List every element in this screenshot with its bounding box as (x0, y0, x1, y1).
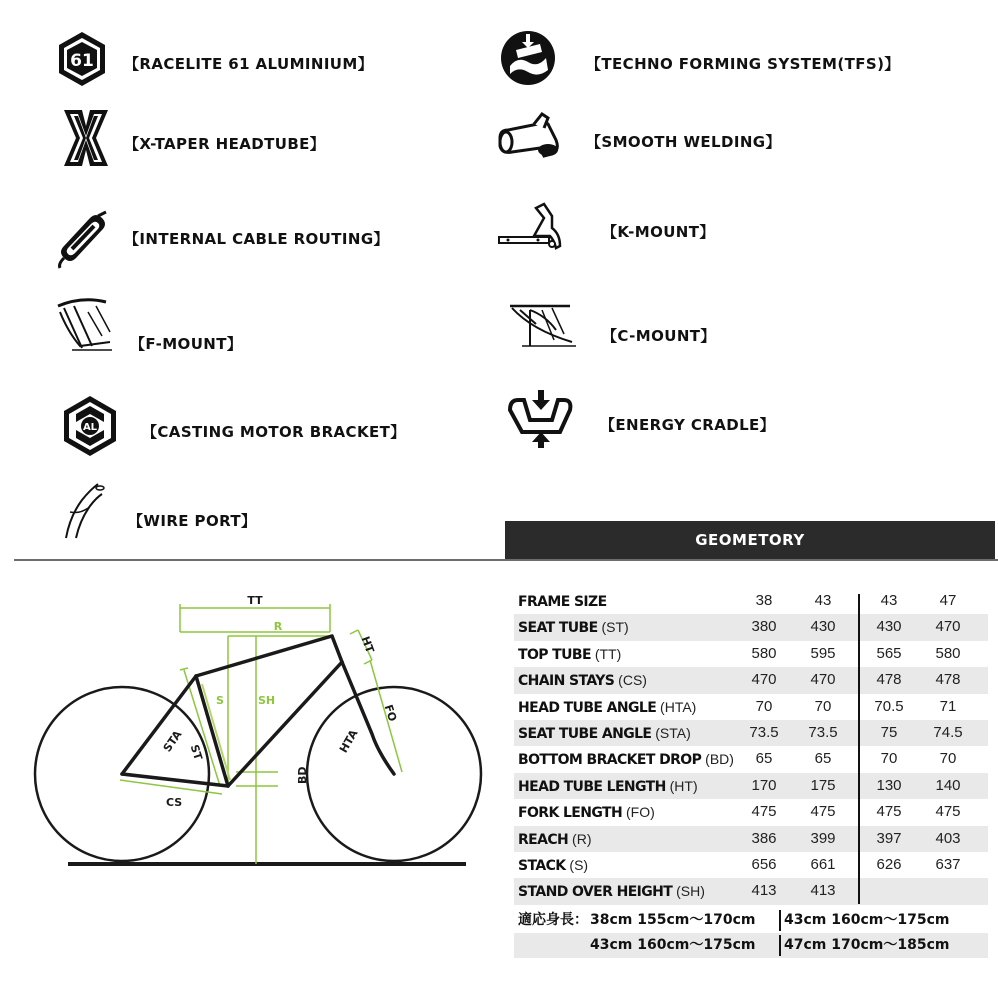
row-value: 580 (751, 644, 777, 662)
smooth-welding-icon (494, 108, 558, 172)
row-value: 380 (751, 618, 777, 636)
row-value: 478 (876, 671, 902, 689)
row-value: 140 (935, 776, 961, 794)
feature-label: 【WIRE PORT】 (128, 512, 257, 530)
row-abbr: (HTA) (656, 698, 697, 715)
row-value: 565 (876, 644, 902, 662)
label-fo: FO (381, 703, 400, 724)
row-value: 43 (880, 592, 898, 609)
label-st: ST (187, 743, 205, 762)
row-value: 475 (876, 803, 902, 821)
row-name: HEAD TUBE LENGTH (518, 778, 666, 795)
column-separator (858, 594, 860, 904)
row-value: 397 (876, 829, 902, 847)
row-value: 478 (935, 671, 961, 689)
label-s: S (216, 694, 224, 707)
techno-forming-icon (496, 26, 560, 90)
row-value: 70 (814, 697, 832, 715)
row-value: 73.5 (749, 723, 779, 741)
geometry-row (514, 667, 988, 693)
label-sh: SH (258, 694, 276, 707)
row-value: 475 (935, 803, 961, 821)
geometry-row (514, 694, 988, 720)
row-abbr: (S) (565, 856, 589, 873)
row-abbr: (TT) (590, 645, 622, 662)
row-value: 595 (810, 644, 836, 662)
row-value: 470 (810, 671, 836, 689)
row-value: 475 (810, 803, 836, 821)
feature-label: 【TECHNO FORMING SYSTEM(TFS)】 (586, 55, 900, 73)
row-label (518, 614, 629, 641)
row-value: 73.5 (808, 723, 838, 741)
label-hta: HTA (337, 727, 361, 756)
row-value: 403 (935, 829, 961, 847)
feature-label: 【INTERNAL CABLE ROUTING】 (124, 230, 389, 248)
row-name: FRAME SIZE (518, 594, 607, 610)
bike-geometry-diagram (20, 580, 500, 880)
fit-prefix: 適応身長： (518, 912, 588, 928)
row-value: 626 (876, 855, 902, 873)
row-value: 70 (939, 750, 957, 768)
row-abbr: (CS) (614, 672, 647, 689)
row-value: 175 (810, 776, 836, 794)
energy-cradle-icon (504, 386, 578, 450)
geometry-row (514, 614, 988, 640)
feature-label: 【CASTING MOTOR BRACKET】 (142, 423, 406, 441)
label-sta: STA (160, 728, 185, 755)
geometry-row (514, 878, 988, 904)
row-name: BOTTOM BRACKET DROP (518, 752, 702, 769)
row-label (518, 878, 705, 905)
row-name: STACK (518, 857, 566, 874)
row-value: 38 (755, 592, 773, 609)
feature-label: 【ENERGY CRADLE】 (600, 416, 776, 434)
row-value: 386 (751, 829, 777, 847)
row-abbr: (HT) (665, 777, 698, 794)
row-value: 656 (751, 855, 777, 873)
geometry-row (514, 852, 988, 878)
row-label (518, 641, 621, 668)
fit-38: 38cm 155cm〜170cm (590, 912, 756, 928)
row-value: 430 (810, 618, 836, 636)
row-value: 74.5 (933, 723, 963, 741)
row-name: CHAIN STAYS (518, 673, 615, 690)
row-label (518, 826, 592, 853)
k-mount-icon (494, 200, 572, 264)
badge-text: AL (82, 422, 98, 433)
row-value: 470 (751, 671, 777, 689)
geometry-row (514, 773, 988, 799)
internal-cable-routing-icon (50, 206, 114, 270)
row-value: 71 (939, 697, 957, 715)
row-value: 399 (810, 829, 836, 847)
row-value: 47 (939, 592, 957, 609)
row-name: FORK LENGTH (518, 805, 623, 822)
row-value: 70 (755, 697, 773, 715)
row-value: 430 (876, 618, 902, 636)
badge-text: 61 (70, 51, 94, 71)
label-r: R (273, 620, 283, 633)
label-tt: TT (247, 594, 263, 607)
row-value: 43 (814, 592, 832, 609)
geometry-title-bar: GEOMETORY (505, 521, 995, 559)
row-value: 70.5 (874, 697, 904, 715)
row-abbr: (R) (568, 830, 592, 847)
fit-47: 47cm 170cm〜185cm (784, 937, 950, 953)
feature-label: 【RACELITE 61 ALUMINIUM】 (124, 55, 374, 73)
row-value: 470 (935, 618, 961, 636)
row-label (518, 694, 696, 721)
row-abbr: (STA) (651, 724, 691, 741)
geometry-row (514, 826, 988, 852)
c-mount-icon (502, 290, 582, 354)
geometry-row (514, 720, 988, 746)
aluminium-61-badge-icon (50, 28, 114, 92)
row-abbr: (FO) (622, 804, 655, 821)
row-label (518, 852, 588, 879)
wire-port-icon (60, 480, 108, 544)
section-divider (14, 559, 998, 561)
geometry-row (514, 746, 988, 772)
fit-43-left: 43cm 160cm〜175cm (590, 937, 756, 953)
feature-label: 【SMOOTH WELDING】 (586, 133, 781, 151)
row-value: 70 (880, 750, 898, 768)
row-name: HEAD TUBE ANGLE (518, 699, 657, 716)
row-label (518, 773, 698, 800)
geometry-row (514, 799, 988, 825)
row-value: 65 (755, 750, 773, 768)
geometry-row (514, 588, 988, 614)
casting-motor-bracket-icon (58, 394, 122, 458)
fit-row-1 (514, 908, 988, 933)
row-value: 130 (876, 776, 902, 794)
row-name: SEAT TUBE (518, 620, 598, 637)
row-name: STAND OVER HEIGHT (518, 884, 673, 901)
row-label (518, 746, 734, 773)
row-name: TOP TUBE (518, 646, 591, 663)
fit-43-right: 43cm 160cm〜175cm (784, 912, 950, 928)
row-value: 413 (810, 882, 836, 900)
row-abbr: (BD) (701, 751, 734, 768)
row-label (518, 720, 691, 747)
row-value: 65 (814, 750, 832, 768)
f-mount-icon (52, 292, 122, 356)
row-abbr: (SH) (672, 883, 705, 900)
row-value: 170 (751, 776, 777, 794)
fit-separator (779, 910, 781, 931)
feature-label: 【F-MOUNT】 (130, 335, 243, 353)
fit-separator (779, 935, 781, 956)
feature-label: 【K-MOUNT】 (602, 223, 715, 241)
label-ht: HT (358, 634, 377, 655)
geometry-table (514, 588, 988, 905)
row-value: 75 (880, 723, 898, 741)
row-label (518, 799, 655, 826)
row-name: SEAT TUBE ANGLE (518, 725, 652, 742)
feature-label: 【X-TAPER HEADTUBE】 (124, 135, 326, 153)
label-cs: CS (166, 796, 183, 809)
row-name: REACH (518, 831, 569, 848)
row-value: 475 (751, 803, 777, 821)
geometry-row (514, 641, 988, 667)
row-label (518, 588, 607, 615)
bike-frame (122, 636, 394, 786)
row-value: 637 (935, 855, 961, 873)
row-value: 413 (751, 882, 777, 900)
row-abbr: (ST) (597, 619, 629, 636)
row-label (518, 667, 647, 694)
x-taper-headtube-icon (54, 106, 118, 170)
fit-row-2 (514, 933, 988, 958)
row-value: 661 (810, 855, 836, 873)
feature-label: 【C-MOUNT】 (602, 327, 716, 345)
row-value: 580 (935, 644, 961, 662)
label-bd: BD (296, 766, 309, 784)
